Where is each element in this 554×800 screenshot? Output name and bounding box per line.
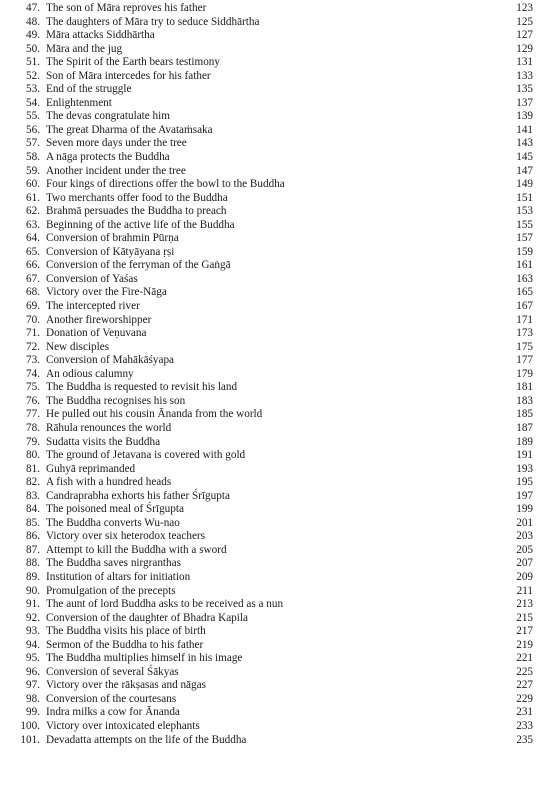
entry-page-number: 123 bbox=[516, 2, 533, 14]
entry-page-number: 215 bbox=[516, 611, 533, 624]
entry-number: 100. bbox=[20, 719, 40, 732]
toc-entry bbox=[0, 598, 554, 612]
entry-page-number: 217 bbox=[516, 625, 533, 638]
entry-number: 101. bbox=[20, 733, 40, 746]
toc-entry bbox=[0, 679, 554, 693]
entry-number: 53. bbox=[26, 83, 40, 96]
entry-title: Another incident under the tree bbox=[46, 164, 186, 177]
entry-number: 65. bbox=[26, 245, 40, 258]
toc-entry bbox=[0, 706, 554, 720]
toc-entry bbox=[0, 693, 554, 707]
entry-number: 52. bbox=[26, 69, 40, 82]
entry-page-number: 167 bbox=[516, 300, 533, 313]
entry-title: Māra attacks Siddhārtha bbox=[46, 29, 155, 42]
entry-title: Seven more days under the tree bbox=[46, 137, 187, 150]
entry-page-number: 149 bbox=[516, 178, 533, 191]
entry-number: 77. bbox=[26, 408, 40, 421]
entry-title: Two merchants offer food to the Buddha bbox=[46, 191, 228, 204]
entry-page-number: 233 bbox=[516, 719, 533, 732]
entry-page-number: 153 bbox=[516, 205, 533, 218]
entry-title: A nāga protects the Buddha bbox=[46, 151, 170, 164]
entry-page-number: 165 bbox=[516, 286, 533, 299]
entry-number: 73. bbox=[26, 354, 40, 367]
entry-title: The poisoned meal of Śrīgupta bbox=[46, 503, 184, 516]
toc-entry bbox=[0, 273, 554, 287]
entry-number: 69. bbox=[26, 300, 40, 313]
entry-title: Conversion of several Śākyas bbox=[46, 665, 179, 678]
toc-entry bbox=[0, 341, 554, 355]
toc-entry bbox=[0, 259, 554, 273]
entry-page-number: 181 bbox=[516, 381, 533, 394]
entry-title: Sudatta visits the Buddha bbox=[46, 435, 161, 448]
entry-number: 97. bbox=[26, 679, 40, 692]
toc-entry bbox=[0, 544, 554, 558]
entry-number: 95. bbox=[26, 652, 40, 665]
entry-title: End of the struggle bbox=[46, 83, 132, 96]
entry-number: 56. bbox=[26, 123, 40, 136]
entry-title: The great Dharma of the Avataṁsaka bbox=[46, 123, 213, 136]
entry-number: 72. bbox=[26, 340, 40, 353]
entry-number: 93. bbox=[26, 625, 40, 638]
entry-title: The Buddha multiplies himself in his image bbox=[46, 652, 243, 665]
entry-title: Devadatta attempts on the life of the Buddha bbox=[46, 733, 247, 746]
entry-title: Rāhula renounces the world bbox=[46, 421, 172, 434]
toc-entry bbox=[0, 192, 554, 206]
entry-page-number: 187 bbox=[516, 421, 533, 434]
entry-title: He pulled out his cousin Ānanda from the world bbox=[46, 408, 263, 421]
entry-page-number: 141 bbox=[516, 123, 533, 136]
entry-title: The Buddha converts Wu-nao bbox=[46, 516, 180, 529]
entry-number: 84. bbox=[26, 503, 40, 516]
entry-page-number: 145 bbox=[516, 151, 533, 164]
entry-page-number: 229 bbox=[516, 692, 533, 705]
entry-title: Conversion of Mahākāśyapa bbox=[46, 354, 175, 367]
entry-title: Conversion of the courtesans bbox=[46, 692, 177, 705]
entry-number: 74. bbox=[26, 367, 40, 380]
entry-title: An odious calumny bbox=[46, 367, 134, 380]
entry-number: 48. bbox=[26, 15, 40, 28]
entry-number: 61. bbox=[26, 191, 40, 204]
toc-entry bbox=[0, 625, 554, 639]
entry-page-number: 175 bbox=[516, 340, 533, 353]
entry-number: 83. bbox=[26, 489, 40, 502]
entry-title: Donation of Veṇuvana bbox=[46, 327, 147, 340]
entry-page-number: 199 bbox=[516, 503, 533, 516]
toc-entry bbox=[0, 720, 554, 734]
entry-title: Promulgation of the precepts bbox=[46, 584, 176, 597]
entry-number: 89. bbox=[26, 570, 40, 583]
entry-page-number: 179 bbox=[516, 367, 533, 380]
entry-page-number: 163 bbox=[516, 272, 533, 285]
entry-number: 47. bbox=[26, 2, 40, 14]
entry-title: Brahmā persuades the Buddha to preach bbox=[46, 205, 227, 218]
table-of-contents bbox=[0, 2, 554, 747]
toc-entry bbox=[0, 585, 554, 599]
toc-entry bbox=[0, 2, 554, 16]
entry-number: 79. bbox=[26, 435, 40, 448]
entry-page-number: 129 bbox=[516, 42, 533, 55]
entry-page-number: 235 bbox=[516, 733, 533, 746]
entry-title: The aunt of lord Buddha asks to be received as a nun bbox=[46, 598, 284, 611]
toc-entry bbox=[0, 124, 554, 138]
entry-page-number: 207 bbox=[516, 557, 533, 570]
toc-entry bbox=[0, 476, 554, 490]
entry-title: Victory over intoxicated elephants bbox=[46, 719, 200, 732]
entry-page-number: 195 bbox=[516, 476, 533, 489]
toc-entry bbox=[0, 449, 554, 463]
entry-number: 60. bbox=[26, 178, 40, 191]
entry-number: 67. bbox=[26, 272, 40, 285]
entry-title: Conversion of the daughter of Bhadra Kapila bbox=[46, 611, 248, 624]
entry-title: Victory over the Fire-Nāga bbox=[46, 286, 167, 299]
toc-entry bbox=[0, 463, 554, 477]
toc-entry bbox=[0, 436, 554, 450]
entry-title: Victory over six heterodox teachers bbox=[46, 530, 206, 543]
entry-title: Conversion of brahmin Pūrṇa bbox=[46, 232, 179, 245]
entry-page-number: 227 bbox=[516, 679, 533, 692]
entry-number: 78. bbox=[26, 421, 40, 434]
entry-page-number: 185 bbox=[516, 408, 533, 421]
entry-title: Son of Māra intercedes for his father bbox=[46, 69, 211, 82]
entry-page-number: 131 bbox=[516, 56, 533, 69]
entry-number: 57. bbox=[26, 137, 40, 150]
entry-page-number: 205 bbox=[516, 543, 533, 556]
toc-entry bbox=[0, 83, 554, 97]
toc-entry bbox=[0, 395, 554, 409]
entry-number: 70. bbox=[26, 313, 40, 326]
entry-title: Another fireworshipper bbox=[46, 313, 152, 326]
entry-page-number: 127 bbox=[516, 29, 533, 42]
entry-page-number: 143 bbox=[516, 137, 533, 150]
entry-title: Candraprabha exhorts his father Śrīgupta bbox=[46, 489, 230, 502]
entry-page-number: 209 bbox=[516, 570, 533, 583]
toc-entry bbox=[0, 97, 554, 111]
entry-number: 99. bbox=[26, 706, 40, 719]
entry-page-number: 137 bbox=[516, 96, 533, 109]
entry-page-number: 219 bbox=[516, 638, 533, 651]
toc-entry bbox=[0, 503, 554, 517]
entry-title: The devas congratulate him bbox=[46, 110, 170, 123]
entry-number: 94. bbox=[26, 638, 40, 651]
entry-title: Conversion of Kātyāyana ṛṣi bbox=[46, 245, 175, 258]
toc-entry bbox=[0, 110, 554, 124]
toc-entry bbox=[0, 408, 554, 422]
entry-page-number: 197 bbox=[516, 489, 533, 502]
entry-number: 86. bbox=[26, 530, 40, 543]
entry-title: Attempt to kill the Buddha with a sword bbox=[46, 543, 227, 556]
entry-title: Sermon of the Buddha to his father bbox=[46, 638, 204, 651]
entry-page-number: 183 bbox=[516, 394, 533, 407]
toc-entry bbox=[0, 219, 554, 233]
entry-page-number: 139 bbox=[516, 110, 533, 123]
entry-title: Victory over the rākṣasas and nāgas bbox=[46, 679, 206, 692]
entry-number: 96. bbox=[26, 665, 40, 678]
entry-page-number: 225 bbox=[516, 665, 533, 678]
toc-entry bbox=[0, 422, 554, 436]
entry-page-number: 159 bbox=[516, 245, 533, 258]
toc-entry bbox=[0, 178, 554, 192]
toc-entry bbox=[0, 368, 554, 382]
toc-entry bbox=[0, 557, 554, 571]
entry-title: Conversion of the ferryman of the Gaṅgā bbox=[46, 259, 231, 272]
entry-title: Conversion of Yaśas bbox=[46, 272, 138, 285]
entry-page-number: 189 bbox=[516, 435, 533, 448]
entry-page-number: 147 bbox=[516, 164, 533, 177]
toc-entry bbox=[0, 151, 554, 165]
entry-page-number: 231 bbox=[516, 706, 533, 719]
toc-entry bbox=[0, 314, 554, 328]
toc-entry bbox=[0, 43, 554, 57]
entry-title: The ground of Jetavana is covered with gold bbox=[46, 449, 246, 462]
entry-number: 55. bbox=[26, 110, 40, 123]
entry-page-number: 173 bbox=[516, 327, 533, 340]
toc-entry bbox=[0, 70, 554, 84]
entry-number: 64. bbox=[26, 232, 40, 245]
entry-number: 59. bbox=[26, 164, 40, 177]
entry-title: Beginning of the active life of the Buddha bbox=[46, 218, 235, 231]
entry-page-number: 193 bbox=[516, 462, 533, 475]
entry-number: 80. bbox=[26, 449, 40, 462]
entry-page-number: 201 bbox=[516, 516, 533, 529]
entry-title: Guhyā reprimanded bbox=[46, 462, 136, 475]
entry-page-number: 151 bbox=[516, 191, 533, 204]
entry-number: 98. bbox=[26, 692, 40, 705]
entry-page-number: 157 bbox=[516, 232, 533, 245]
entry-title: New disciples bbox=[46, 340, 110, 353]
entry-title: The Spirit of the Earth bears testimony bbox=[46, 56, 220, 69]
entry-number: 76. bbox=[26, 394, 40, 407]
entry-page-number: 211 bbox=[516, 584, 533, 597]
entry-number: 51. bbox=[26, 56, 40, 69]
entry-number: 62. bbox=[26, 205, 40, 218]
toc-entry bbox=[0, 530, 554, 544]
entry-title: A fish with a hundred heads bbox=[46, 476, 172, 489]
entry-page-number: 155 bbox=[516, 218, 533, 231]
toc-entry bbox=[0, 490, 554, 504]
entry-number: 91. bbox=[26, 598, 40, 611]
entry-page-number: 213 bbox=[516, 598, 533, 611]
entry-number: 49. bbox=[26, 29, 40, 42]
entry-title: The Buddha recognises his son bbox=[46, 394, 186, 407]
entry-number: 71. bbox=[26, 327, 40, 340]
entry-page-number: 203 bbox=[516, 530, 533, 543]
toc-entry bbox=[0, 246, 554, 260]
toc-entry bbox=[0, 666, 554, 680]
entry-number: 63. bbox=[26, 218, 40, 231]
toc-entry bbox=[0, 612, 554, 626]
entry-page-number: 171 bbox=[516, 313, 533, 326]
entry-number: 82. bbox=[26, 476, 40, 489]
entry-number: 92. bbox=[26, 611, 40, 624]
entry-page-number: 133 bbox=[516, 69, 533, 82]
toc-entry bbox=[0, 286, 554, 300]
toc-entry bbox=[0, 639, 554, 653]
toc-entry bbox=[0, 29, 554, 43]
entry-number: 66. bbox=[26, 259, 40, 272]
toc-entry bbox=[0, 652, 554, 666]
entry-page-number: 191 bbox=[516, 449, 533, 462]
toc-entry bbox=[0, 381, 554, 395]
entry-page-number: 177 bbox=[516, 354, 533, 367]
entry-title: The Buddha visits his place of birth bbox=[46, 625, 206, 638]
entry-number: 54. bbox=[26, 96, 40, 109]
entry-number: 87. bbox=[26, 543, 40, 556]
toc-entry bbox=[0, 165, 554, 179]
entry-number: 50. bbox=[26, 42, 40, 55]
toc-entry bbox=[0, 137, 554, 151]
entry-title: The intercepted river bbox=[46, 300, 140, 313]
toc-entry bbox=[0, 232, 554, 246]
toc-entry bbox=[0, 205, 554, 219]
toc-entry bbox=[0, 327, 554, 341]
toc-entry bbox=[0, 300, 554, 314]
entry-number: 58. bbox=[26, 151, 40, 164]
entry-title: The son of Māra reproves his father bbox=[46, 2, 207, 14]
entry-page-number: 161 bbox=[516, 259, 533, 272]
entry-page-number: 221 bbox=[516, 652, 533, 665]
entry-number: 81. bbox=[26, 462, 40, 475]
entry-title: The Buddha saves nirgranthas bbox=[46, 557, 181, 570]
entry-number: 85. bbox=[26, 516, 40, 529]
entry-number: 68. bbox=[26, 286, 40, 299]
entry-title: Indra milks a cow for Ānanda bbox=[46, 706, 180, 719]
toc-entry bbox=[0, 56, 554, 70]
entry-title: Institution of altars for initiation bbox=[46, 570, 191, 583]
entry-title: Four kings of directions offer the bowl to the Buddha bbox=[46, 178, 285, 191]
entry-number: 90. bbox=[26, 584, 40, 597]
entry-title: Māra and the jug bbox=[46, 42, 123, 55]
toc-entry bbox=[0, 16, 554, 30]
toc-entry bbox=[0, 571, 554, 585]
entry-number: 88. bbox=[26, 557, 40, 570]
entry-title: Enlightenment bbox=[46, 96, 112, 109]
entry-title: The daughters of Māra try to seduce Siddhārtha bbox=[46, 15, 260, 28]
entry-page-number: 125 bbox=[516, 15, 533, 28]
entry-page-number: 135 bbox=[516, 83, 533, 96]
entry-number: 75. bbox=[26, 381, 40, 394]
toc-entry bbox=[0, 354, 554, 368]
toc-entry bbox=[0, 517, 554, 531]
entry-title: The Buddha is requested to revisit his land bbox=[46, 381, 238, 394]
toc-entry bbox=[0, 734, 554, 748]
